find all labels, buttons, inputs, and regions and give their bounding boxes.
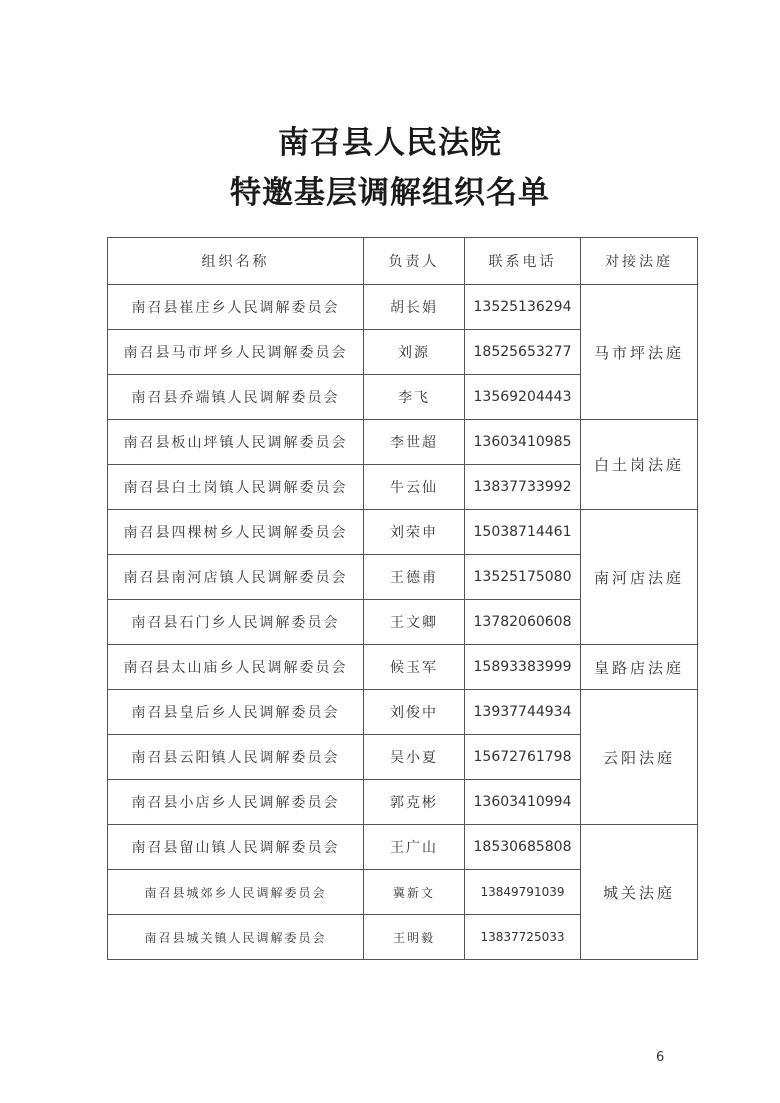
court-cell: 城关法庭: [581, 825, 698, 960]
mediation-organization-table: [107, 237, 698, 960]
org-name-cell: 南召县城关镇人民调解委员会: [108, 915, 364, 960]
phone-cell: 13782060608: [465, 600, 581, 645]
court-cell: 皇路店法庭: [581, 645, 698, 690]
table-row: [108, 690, 698, 735]
phone-cell: 13603410985: [465, 420, 581, 465]
phone-cell: 15893383999: [465, 645, 581, 690]
org-name-cell: 南召县崔庄乡人民调解委员会: [108, 285, 364, 330]
document-subtitle: 特邀基层调解组织名单: [230, 175, 550, 211]
person-cell: 胡长娟: [364, 285, 465, 330]
org-name-cell: 南召县留山镇人民调解委员会: [108, 825, 364, 870]
org-name-cell: 南召县云阳镇人民调解委员会: [108, 735, 364, 780]
person-cell: 郭克彬: [364, 780, 465, 825]
org-name-cell: 南召县石门乡人民调解委员会: [108, 600, 364, 645]
phone-cell: 18525653277: [465, 330, 581, 375]
org-name-cell: 南召县南河店镇人民调解委员会: [108, 555, 364, 600]
table-row: [108, 510, 698, 555]
org-name-cell: 南召县皇后乡人民调解委员会: [108, 690, 364, 735]
table-header-row: [108, 238, 698, 285]
person-cell: 候玉军: [364, 645, 465, 690]
person-cell: 吴小夏: [364, 735, 465, 780]
page-number: 6: [656, 1050, 665, 1065]
person-cell: 王广山: [364, 825, 465, 870]
org-name-cell: 南召县小店乡人民调解委员会: [108, 780, 364, 825]
person-cell: 李世超: [364, 420, 465, 465]
phone-cell: 15672761798: [465, 735, 581, 780]
phone-cell: 13849791039: [465, 870, 581, 915]
phone-cell: 15038714461: [465, 510, 581, 555]
org-name-cell: 南召县板山坪镇人民调解委员会: [108, 420, 364, 465]
org-name-cell: 南召县马市坪乡人民调解委员会: [108, 330, 364, 375]
table-row: [108, 285, 698, 330]
org-name-cell: 南召县四棵树乡人民调解委员会: [108, 510, 364, 555]
org-name-cell: 南召县城郊乡人民调解委员会: [108, 870, 364, 915]
court-cell: 云阳法庭: [581, 690, 698, 825]
phone-cell: 13837725033: [465, 915, 581, 960]
person-cell: 牛云仙: [364, 465, 465, 510]
table-row: [108, 645, 698, 690]
person-cell: 刘源: [364, 330, 465, 375]
court-cell: 白土岗法庭: [581, 420, 698, 510]
header-person-in-charge: 负责人: [364, 238, 465, 285]
phone-cell: 13525175080: [465, 555, 581, 600]
person-cell: 冀新文: [364, 870, 465, 915]
document-title: 南召县人民法院: [278, 125, 502, 161]
phone-cell: 13525136294: [465, 285, 581, 330]
person-cell: 王明毅: [364, 915, 465, 960]
phone-cell: 13603410994: [465, 780, 581, 825]
court-cell: 马市坪法庭: [581, 285, 698, 420]
phone-cell: 13837733992: [465, 465, 581, 510]
header-phone: 联系电话: [465, 238, 581, 285]
phone-cell: 18530685808: [465, 825, 581, 870]
person-cell: 王文卿: [364, 600, 465, 645]
phone-cell: 13569204443: [465, 375, 581, 420]
header-court: 对接法庭: [581, 238, 698, 285]
table-row: [108, 825, 698, 870]
phone-cell: 13937744934: [465, 690, 581, 735]
person-cell: 王德甫: [364, 555, 465, 600]
org-name-cell: 南召县白土岗镇人民调解委员会: [108, 465, 364, 510]
person-cell: 李飞: [364, 375, 465, 420]
court-cell: 南河店法庭: [581, 510, 698, 645]
person-cell: 刘俊中: [364, 690, 465, 735]
table-row: [108, 420, 698, 465]
person-cell: 刘荣申: [364, 510, 465, 555]
org-name-cell: 南召县太山庙乡人民调解委员会: [108, 645, 364, 690]
header-org-name: 组织名称: [108, 238, 364, 285]
org-name-cell: 南召县乔端镇人民调解委员会: [108, 375, 364, 420]
